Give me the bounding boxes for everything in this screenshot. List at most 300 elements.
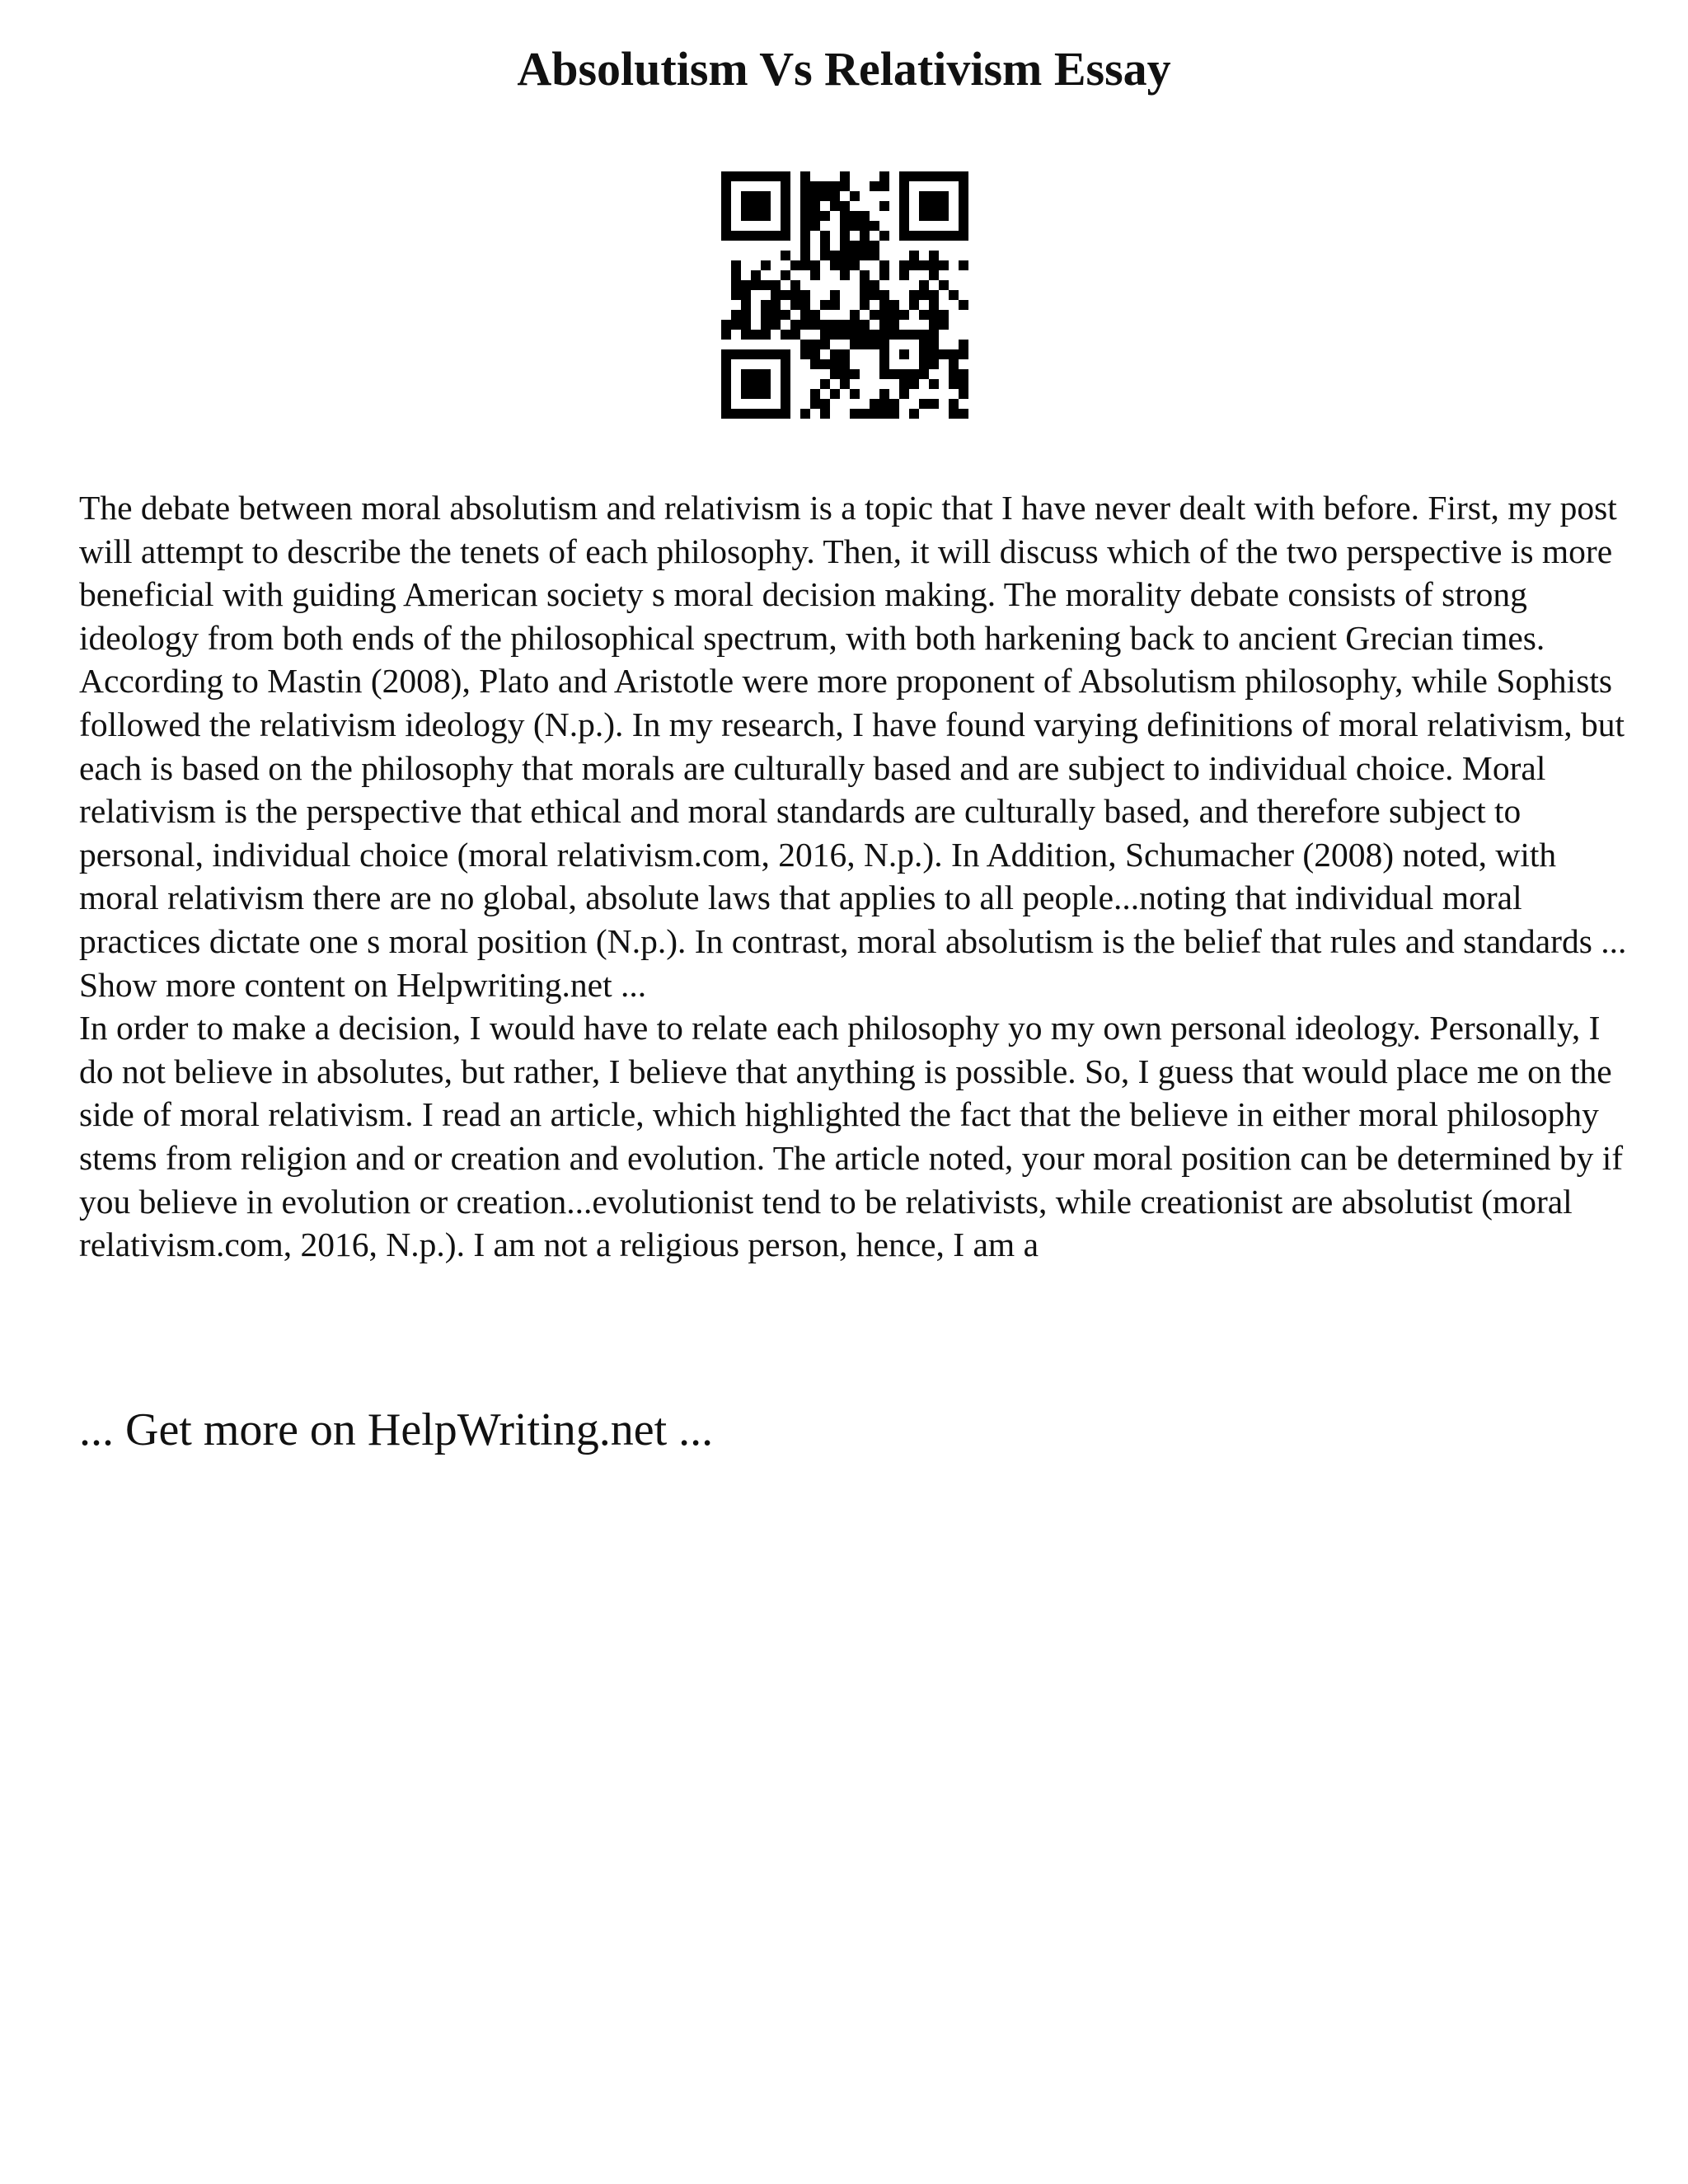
qr-module <box>771 280 781 290</box>
qr-module <box>870 330 879 340</box>
qr-module <box>781 231 790 241</box>
qr-module <box>889 369 899 379</box>
qr-module <box>929 340 939 349</box>
qr-module <box>959 389 968 399</box>
qr-module <box>731 260 741 270</box>
qr-module <box>751 379 761 389</box>
qr-module <box>741 320 751 330</box>
qr-module <box>781 201 790 211</box>
qr-module <box>860 251 870 260</box>
qr-module <box>850 241 860 251</box>
qr-module <box>939 211 949 221</box>
qr-module <box>850 211 860 221</box>
qr-module <box>771 171 781 181</box>
qr-module <box>781 221 790 231</box>
qr-module <box>899 201 909 211</box>
qr-module <box>781 349 790 359</box>
qr-module <box>741 171 751 181</box>
qr-module <box>959 211 968 221</box>
qr-module <box>919 369 929 379</box>
qr-module <box>919 231 929 241</box>
qr-module <box>781 171 790 181</box>
qr-module <box>771 300 781 310</box>
qr-module <box>929 349 939 359</box>
qr-module <box>879 300 889 310</box>
qr-module <box>810 389 820 399</box>
get-more-link[interactable]: ... Get more on HelpWriting.net ... <box>79 1404 714 1455</box>
qr-module <box>959 409 968 419</box>
qr-module <box>731 231 741 241</box>
qr-module <box>959 171 968 181</box>
qr-module <box>929 171 939 181</box>
qr-module <box>781 359 790 369</box>
qr-module <box>800 201 810 211</box>
qr-module <box>830 201 840 211</box>
qr-module <box>741 191 751 201</box>
qr-module <box>959 181 968 191</box>
qr-module <box>751 201 761 211</box>
qr-module <box>761 280 771 290</box>
qr-module <box>820 379 830 389</box>
qr-module <box>820 241 830 251</box>
qr-module <box>741 201 751 211</box>
qr-module <box>800 231 810 241</box>
qr-module <box>850 369 860 379</box>
qr-module <box>741 349 751 359</box>
qr-module <box>949 171 959 181</box>
qr-module <box>949 231 959 241</box>
qr-module <box>939 280 949 290</box>
qr-module <box>751 280 761 290</box>
qr-module <box>929 251 939 260</box>
qr-module <box>850 340 860 349</box>
qr-module <box>830 369 840 379</box>
qr-module <box>810 320 820 330</box>
qr-module <box>949 399 959 409</box>
qr-module <box>939 310 949 320</box>
qr-module <box>810 270 820 280</box>
qr-module <box>781 181 790 191</box>
qr-module <box>899 270 909 280</box>
qr-module <box>840 231 850 241</box>
qr-module <box>919 290 929 300</box>
qr-module <box>810 191 820 201</box>
qr-module <box>949 369 959 379</box>
qr-module <box>721 359 731 369</box>
qr-module <box>781 251 790 260</box>
qr-module <box>721 231 731 241</box>
qr-module <box>800 241 810 251</box>
qr-module <box>840 241 850 251</box>
qr-module <box>870 310 879 320</box>
qr-module <box>741 211 751 221</box>
qr-module <box>850 409 860 419</box>
qr-module <box>721 171 731 181</box>
qr-code-icon <box>721 171 968 419</box>
qr-module <box>810 260 820 270</box>
qr-module <box>781 409 790 419</box>
qr-module <box>721 330 731 340</box>
qr-module <box>860 280 870 290</box>
qr-module <box>870 280 879 290</box>
qr-module <box>840 171 850 181</box>
qr-module <box>810 359 820 369</box>
qr-module <box>919 211 929 221</box>
qr-module <box>800 211 810 221</box>
qr-module <box>731 320 741 330</box>
qr-module <box>761 349 771 359</box>
qr-module <box>751 409 761 419</box>
qr-module <box>899 260 909 270</box>
qr-module <box>721 369 731 379</box>
qr-module <box>860 231 870 241</box>
qr-module <box>919 201 929 211</box>
qr-module <box>781 330 790 340</box>
qr-module <box>800 191 810 201</box>
qr-module <box>790 330 800 340</box>
qr-module <box>850 389 860 399</box>
qr-module <box>909 300 919 310</box>
qr-module <box>781 310 790 320</box>
qr-module <box>870 251 879 260</box>
qr-module <box>899 211 909 221</box>
qr-module <box>939 171 949 181</box>
qr-module <box>790 260 800 270</box>
qr-module <box>889 300 899 310</box>
qr-module <box>721 379 731 389</box>
qr-module <box>879 201 889 211</box>
qr-module <box>909 171 919 181</box>
qr-module <box>879 330 889 340</box>
qr-module <box>761 409 771 419</box>
qr-module <box>870 221 879 231</box>
qr-module <box>899 389 909 399</box>
qr-module <box>919 310 929 320</box>
qr-module <box>929 270 939 280</box>
qr-module <box>929 310 939 320</box>
qr-module <box>840 320 850 330</box>
qr-module <box>741 310 751 320</box>
qr-module <box>781 211 790 221</box>
qr-module <box>840 330 850 340</box>
qr-module <box>820 211 830 221</box>
qr-module <box>800 290 810 300</box>
qr-module <box>899 191 909 201</box>
qr-module <box>810 181 820 191</box>
qr-module <box>929 260 939 270</box>
qr-module <box>830 251 840 260</box>
qr-module <box>840 181 850 191</box>
qr-module <box>909 369 919 379</box>
qr-module <box>919 330 929 340</box>
qr-module <box>889 330 899 340</box>
qr-module <box>761 310 771 320</box>
qr-module <box>761 369 771 379</box>
qr-module <box>860 241 870 251</box>
qr-module <box>830 260 840 270</box>
qr-module <box>959 300 968 310</box>
qr-module <box>820 340 830 349</box>
qr-module <box>820 300 830 310</box>
qr-module <box>741 280 751 290</box>
qr-module <box>721 211 731 221</box>
qr-module <box>929 201 939 211</box>
qr-module <box>889 310 899 320</box>
qr-module <box>929 231 939 241</box>
qr-module <box>721 389 731 399</box>
qr-module <box>751 369 761 379</box>
qr-module <box>810 310 820 320</box>
qr-module <box>959 340 968 349</box>
qr-module <box>800 300 810 310</box>
qr-module <box>800 310 810 320</box>
qr-module <box>879 290 889 300</box>
qr-module <box>879 359 889 369</box>
qr-module <box>840 270 850 280</box>
qr-module <box>751 171 761 181</box>
qr-module <box>919 171 929 181</box>
qr-module <box>860 340 870 349</box>
qr-module <box>830 290 840 300</box>
qr-module <box>850 310 860 320</box>
qr-module <box>810 349 820 359</box>
qr-module <box>909 260 919 270</box>
qr-module <box>721 399 731 409</box>
qr-module <box>840 211 850 221</box>
qr-module <box>840 221 850 231</box>
qr-module <box>771 310 781 320</box>
essay-paragraph-1: The debate between moral absolutism and relativism is a topic that I have never dealt with before. First, my post will attempt to describe the tenets of each philosophy. Then, it will discuss which of the two perspective is more beneficial with guiding American society s moral decision making. The morality debate consists of strong ideology from both ends of the philosophical spectrum, with both harkening back to ancient Grecian times. According to Mastin (2008), Plato and Aristotle were more proponent of Absolutism philosophy, while Sophists followed the relativism ideology (N.p.). In my research, I have found varying definitions of moral relativism, but each is based on the philosophy that morals are culturally based and are subject to individual choice. Moral relativism is the perspective that ethical and moral standards are culturally based, and therefore subject to personal, individual choice (moral relativism.com, 2016, N.p.). In Addition, Schumacher (2008) noted, with moral relativism there are no global, absolute laws that applies to all people...noting that individual moral practices dictate one s moral position (N.p.). In contrast, moral absolutism is the belief that rules and standards ... Show more content on Helpwriting.net ... <box>79 489 1627 1004</box>
qr-module <box>731 171 741 181</box>
qr-module <box>751 191 761 201</box>
qr-module <box>820 251 830 260</box>
qr-module <box>800 260 810 270</box>
qr-module <box>721 181 731 191</box>
qr-module <box>731 280 741 290</box>
qr-module <box>820 320 830 330</box>
qr-module <box>959 191 968 201</box>
qr-module <box>959 221 968 231</box>
qr-module <box>919 349 929 359</box>
qr-module <box>751 270 761 280</box>
qr-module <box>810 399 820 409</box>
qr-module <box>771 290 781 300</box>
qr-module <box>899 310 909 320</box>
qr-module <box>741 389 751 399</box>
qr-module <box>810 201 820 211</box>
qr-module <box>840 359 850 369</box>
qr-module <box>830 349 840 359</box>
essay-body <box>79 486 1629 1267</box>
qr-module <box>820 181 830 191</box>
qr-module <box>781 369 790 379</box>
qr-module <box>790 300 800 310</box>
qr-module <box>860 320 870 330</box>
qr-module <box>860 300 870 310</box>
qr-module <box>870 340 879 349</box>
qr-module <box>790 290 800 300</box>
qr-module <box>899 330 909 340</box>
qr-module <box>800 181 810 191</box>
qr-module <box>899 221 909 231</box>
qr-module <box>899 231 909 241</box>
qr-module <box>810 221 820 231</box>
qr-module <box>731 349 741 359</box>
qr-module <box>761 320 771 330</box>
qr-module <box>870 399 879 409</box>
qr-module <box>919 399 929 409</box>
qr-module <box>939 349 949 359</box>
qr-module <box>889 320 899 330</box>
qr-module <box>800 251 810 260</box>
qr-module <box>850 191 860 201</box>
qr-module <box>929 359 939 369</box>
qr-module <box>959 260 968 270</box>
qr-module <box>860 409 870 419</box>
qr-module <box>909 290 919 300</box>
qr-module <box>731 409 741 419</box>
qr-module <box>850 260 860 270</box>
qr-module <box>899 171 909 181</box>
qr-module <box>761 231 771 241</box>
qr-module <box>919 191 929 201</box>
qr-module <box>879 349 889 359</box>
qr-module <box>830 330 840 340</box>
qr-module <box>939 231 949 241</box>
qr-module <box>909 231 919 241</box>
qr-module <box>741 231 751 241</box>
qr-module <box>751 231 761 241</box>
qr-module <box>721 201 731 211</box>
qr-module <box>929 211 939 221</box>
qr-module <box>919 260 929 270</box>
qr-module <box>850 251 860 260</box>
qr-module <box>899 379 909 389</box>
qr-module <box>919 340 929 349</box>
qr-module <box>860 270 870 280</box>
qr-module <box>731 270 741 280</box>
qr-module <box>870 181 879 191</box>
qr-module <box>830 181 840 191</box>
qr-module <box>771 409 781 419</box>
essay-paragraph-2: In order to make a decision, I would have to relate each philosophy yo my own personal ideology. Personally, I do not believe in absolutes, but rather, I believe that anything is possible. So, I guess that would place me on the side of moral relativism. I read an article, which highlighted the fact that the believe in either moral philosophy stems from religion and or creation and evolution. The article noted, your moral position can be determined by if you believe in evolution or creation...evolutionist tend to be relativists, while creationist are absolutist (moral relativism.com, 2016, N.p.). I am not a religious person, hence, I am a <box>79 1009 1624 1264</box>
qr-module <box>899 369 909 379</box>
qr-module <box>721 221 731 231</box>
qr-module <box>790 280 800 290</box>
qr-module <box>949 379 959 389</box>
qr-module <box>820 330 830 340</box>
qr-module <box>929 330 939 340</box>
qr-module <box>781 399 790 409</box>
qr-module <box>959 201 968 211</box>
qr-module <box>761 191 771 201</box>
qr-module <box>731 290 741 300</box>
qr-module <box>721 349 731 359</box>
qr-module <box>879 171 889 181</box>
qr-module <box>761 260 771 270</box>
qr-module <box>761 211 771 221</box>
qr-module <box>879 340 889 349</box>
qr-module <box>781 270 790 280</box>
qr-module <box>790 320 800 330</box>
qr-module <box>959 349 968 359</box>
qr-module <box>721 320 731 330</box>
qr-module <box>870 241 879 251</box>
qr-module <box>949 290 959 300</box>
qr-module <box>830 320 840 330</box>
qr-module <box>800 171 810 181</box>
qr-module <box>949 359 959 369</box>
qr-module <box>909 251 919 260</box>
qr-module <box>939 201 949 211</box>
qr-module <box>781 191 790 201</box>
qr-module <box>800 409 810 419</box>
qr-module <box>810 211 820 221</box>
qr-module <box>781 389 790 399</box>
qr-module <box>860 211 870 221</box>
qr-module <box>781 290 790 300</box>
qr-module <box>959 379 968 389</box>
qr-module <box>830 191 840 201</box>
qr-module <box>820 409 830 419</box>
qr-module <box>870 409 879 419</box>
qr-module <box>741 290 751 300</box>
qr-module <box>840 379 850 389</box>
qr-module <box>761 389 771 399</box>
qr-module <box>761 201 771 211</box>
qr-module <box>879 369 889 379</box>
qr-module <box>761 300 771 310</box>
qr-module <box>870 290 879 300</box>
qr-module <box>741 330 751 340</box>
qr-module <box>800 221 810 231</box>
qr-module <box>820 191 830 201</box>
qr-module <box>800 320 810 330</box>
qr-module <box>860 290 870 300</box>
qr-module <box>929 399 939 409</box>
qr-module <box>820 399 830 409</box>
qr-module <box>879 389 889 399</box>
qr-module <box>830 359 840 369</box>
qr-module <box>939 191 949 201</box>
qr-module <box>899 181 909 191</box>
qr-module <box>761 330 771 340</box>
qr-module <box>751 211 761 221</box>
qr-module <box>781 379 790 389</box>
qr-module <box>820 231 830 241</box>
qr-module <box>879 409 889 419</box>
qr-module <box>879 310 889 320</box>
qr-module <box>879 181 889 191</box>
qr-module <box>909 409 919 419</box>
qr-module <box>741 409 751 419</box>
qr-module <box>909 379 919 389</box>
qr-module <box>751 330 761 340</box>
qr-module <box>771 320 781 330</box>
qr-module <box>850 320 860 330</box>
qr-module <box>929 379 939 389</box>
qr-module <box>771 231 781 241</box>
qr-module <box>840 349 850 359</box>
qr-module <box>860 330 870 340</box>
qr-module <box>840 260 850 270</box>
qr-module <box>840 369 850 379</box>
qr-module <box>939 260 949 270</box>
qr-module <box>830 300 840 310</box>
qr-module <box>929 290 939 300</box>
qr-module <box>751 389 761 399</box>
qr-module <box>810 340 820 349</box>
